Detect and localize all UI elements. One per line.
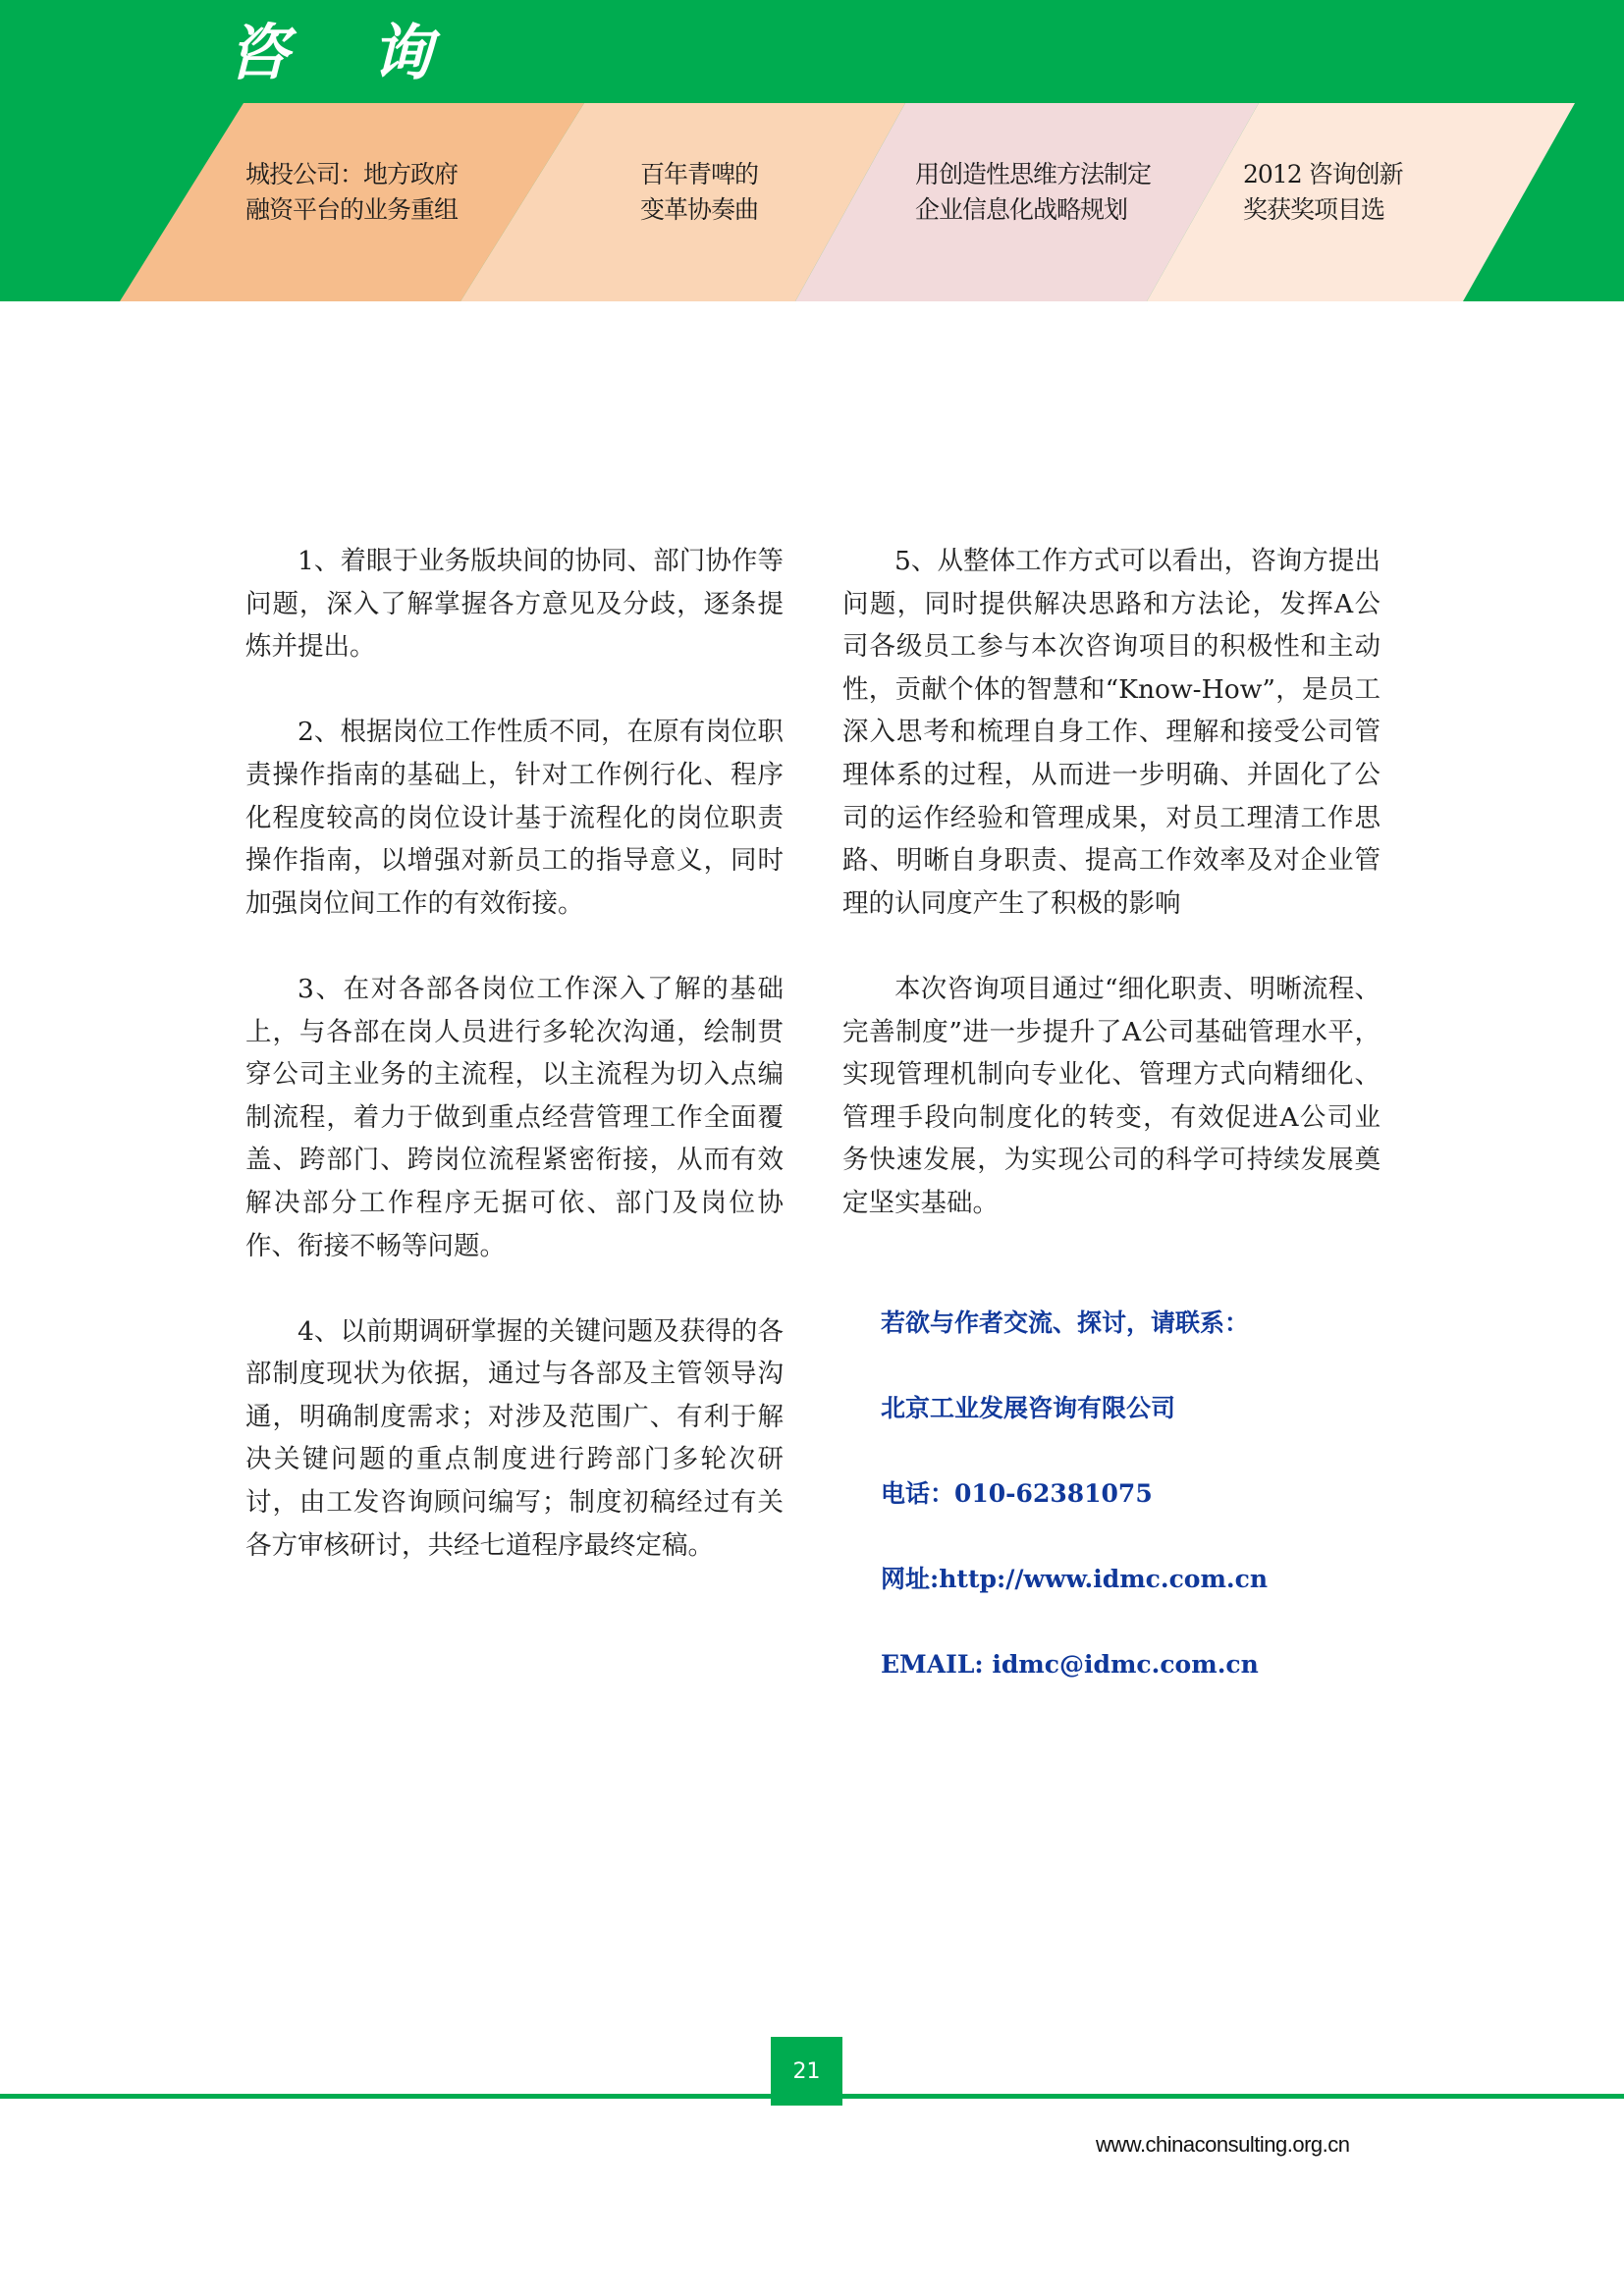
tab-2-line-1: 百年青啤的 — [640, 160, 759, 188]
page-number-badge — [771, 2037, 842, 2106]
header-tab-3[interactable] — [915, 157, 1151, 228]
page-number: 21 — [792, 2058, 821, 2084]
tab-3-line-2: 企业信息化战略规划 — [915, 195, 1128, 224]
tab-3-line-1: 用创造性思维方法制定 — [915, 160, 1152, 188]
footer-site-url[interactable]: www.chinaconsulting.org.cn — [1096, 2132, 1350, 2157]
header-tab-1[interactable] — [245, 157, 458, 228]
article-left-column — [245, 540, 784, 1610]
contact-phone: 电话：010-62381075 — [881, 1479, 1153, 1508]
article-right-column — [842, 540, 1380, 1267]
tab-2-line-2: 变革协奏曲 — [640, 195, 759, 224]
paragraph-1: 1、着眼于业务版块间的协同、部门协作等问题，深入了解掌握各方意见及分歧，逐条提炼并提出。 — [245, 546, 784, 663]
contact-website-link[interactable]: 网址:http://www.idmc.com.cn — [881, 1565, 1269, 1593]
paragraph-3: 3、在对各部各岗位工作深入了解的基础上，与各部在岗人员进行多轮次沟通，绘制贯穿公司主业务的主流程，以主流程为切入点编制流程，着力于做到重点经营管理工作全面覆盖、跨部门、跨岗位流程紧密衔接，从而有效解决部分工作程序无据可依、部门及岗位协作、衔接不畅等问题。 — [245, 973, 784, 1261]
contact-company: 北京工业发展咨询有限公司 — [881, 1394, 1176, 1422]
tab-4-line-1: 2012 咨询创新 — [1243, 160, 1403, 188]
paragraph-2: 2、根据岗位工作性质不同，在原有岗位职责操作指南的基础上，针对工作例行化、程序化程度较高的岗位设计基于流程化的岗位职责操作指南，以增强对新员工的指导意义，同时加强岗位间工作的有效衔接。 — [245, 717, 784, 919]
header-tab-2[interactable] — [640, 157, 758, 228]
paragraph-4: 4、以前期调研掌握的关键问题及获得的各部制度现状为依据，通过与各部及主管领导沟通，明确制度需求；对涉及范围广、有利于解决关键问题的重点制度进行跨部门多轮次研讨，由工发咨询顾问编写；制度初稿经过有关各方审核研讨，共经七道程序最终定稿。 — [245, 1315, 784, 1561]
header-tab-4[interactable] — [1243, 157, 1403, 228]
contact-intro: 若欲与作者交流、探讨，请联系： — [881, 1308, 1250, 1337]
contact-email-link[interactable]: EMAIL: idmc@idmc.com.cn — [881, 1650, 1259, 1679]
paragraph-5: 5、从整体工作方式可以看出，咨询方提出问题，同时提供解决思路和方法论，发挥A公司各级员工参与本次咨询项目的积极性和主动性，贡献个体的智慧和“Know-How”，是员工深入思考和梳理自身工作、理解和接受公司管理体系的过程，从而进一步明确、并固化了公司的运作经验和管理成果，对员工理清工作思路、明晰自身职责、提高工作效率及对企业管理的认同度产生了积极的影响 — [842, 546, 1380, 919]
contact-block — [881, 1306, 1268, 1733]
paragraph-conclusion: 本次咨询项目通过“细化职责、明晰流程、完善制度”进一步提升了A公司基础管理水平，实现管理机制向专业化、管理方式向精细化、管理手段向制度化的转变，有效促进A公司业务快速发展，为实现公司的科学可持续发展奠定坚实基础。 — [842, 973, 1380, 1218]
tab-1-line-2: 融资平台的业务重组 — [245, 195, 459, 224]
section-title: 咨询 — [228, 17, 515, 88]
tab-4-line-2: 奖获奖项目选 — [1243, 195, 1385, 224]
tab-1-line-1: 城投公司：地方政府 — [245, 160, 459, 188]
